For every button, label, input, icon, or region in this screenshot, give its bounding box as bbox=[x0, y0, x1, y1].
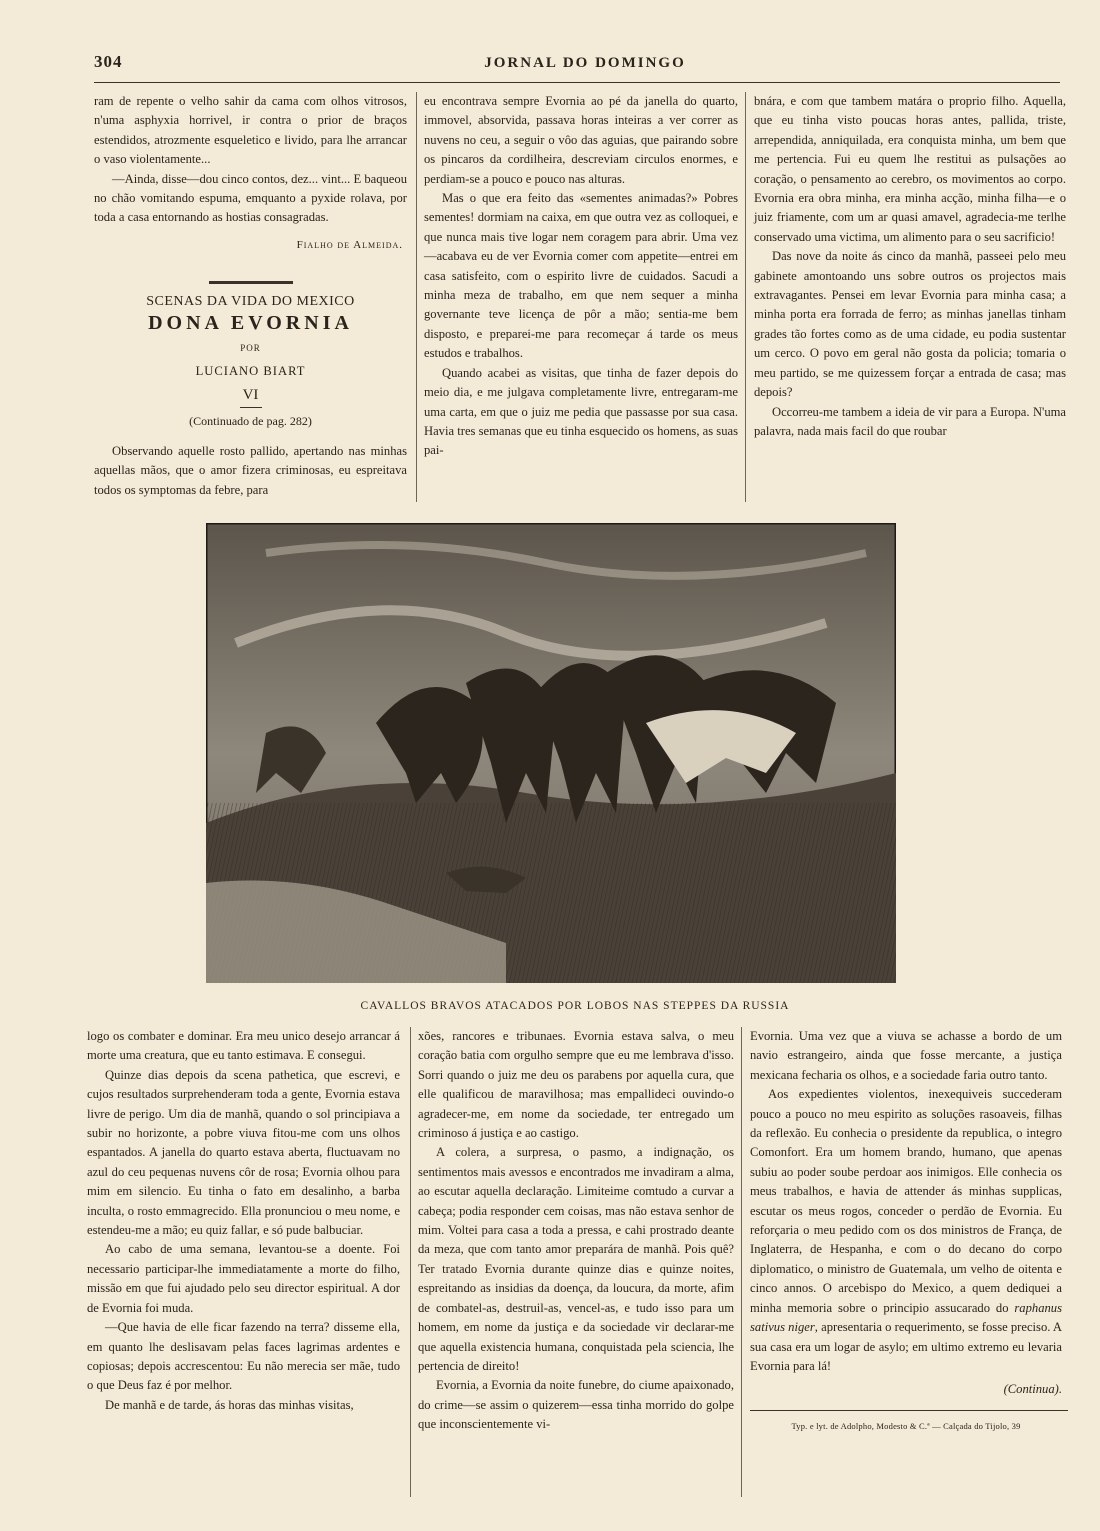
bottom-column-1 bbox=[87, 1027, 400, 1415]
paragraph: Observando aquelle rosto pallido, apertando nas minhas aquellas mãos, que o amor fizera criminosas, eu espreitava todos os symptomas da febre, para bbox=[94, 443, 407, 497]
page-number: 304 bbox=[94, 52, 123, 71]
illustration-caption: CAVALLOS BRAVOS ATACADOS POR LOBOS NAS STEPPES DA RUSSIA bbox=[360, 1000, 790, 1012]
column-rule bbox=[741, 1027, 742, 1497]
engraving-wild-horses bbox=[206, 523, 896, 983]
species-name: raphanus sativus niger bbox=[750, 1300, 1062, 1335]
top-column-3 bbox=[754, 92, 1066, 441]
bottom-column-3 bbox=[750, 1027, 1062, 1436]
paragraph: Ao cabo de uma semana, levantou-se a doente. Foi necessario participar-lhe immediatamente a morte do filho, missão em que fui ajudado pelo seu director espiritual. A dor de Evornia foi muda. bbox=[87, 1242, 400, 1315]
printer-imprint: Typ. e lyt. de Adolpho, Modesto & C.ª — Calçada do Tijolo, 39 bbox=[791, 1420, 1021, 1431]
paragraph: bnára, e com que tambem matára o proprio filho. Aquella, que eu tinha visto poucas horas antes, pallida, triste, arrependida, anniquilada, era conquista minha, um bem que me pertencia. Fui eu quem lhe restitui as pulsações ao coração, o pensamento ao cerebro, os movimentos ao corpo. Evornia era obra minha, era minha acção, minha filha—e o juiz friamente, com um ar quasi amavel, agradecia-me terlhe conservado uma victima, um alimento para o seu sacrificio! bbox=[754, 94, 1066, 244]
header-rule bbox=[94, 82, 1060, 83]
paragraph: De manhã e de tarde, ás horas das minhas visitas, bbox=[105, 1397, 354, 1412]
paragraph-text: Aos expedientes violentos, inexequiveis succederam pouco a pouco no meu espirito as soluções rasoaveis, filhas da reflexão. Eu conhecia o presidente da republica, o integro Comonfort. Era um homem brando, humano, que apenas subiu ao poder soube perdoar aos inimigos. Elle conhecia os meus trabalhos, e havia de attender ás minhas supplicas, escutar os meus rogos, conceder o perdão de Evornia. Eu reforçaria o meu pedido com os dos ministros de França, de Inglaterra, de Hespanha, e com o do decano do corpo diplomatico, o ministro de Guatemala, um velho de oitenta e cinco annos. O arcebispo do Mexico, a quem dediquei a minha memoria sobre o principio assucarado do bbox=[750, 1087, 1062, 1315]
section-divider bbox=[209, 281, 293, 284]
paragraph: Occorreu-me tambem a ideia de vir para a Europa. N'uma palavra, nada mais facil do que roubar bbox=[754, 404, 1066, 438]
column-rule bbox=[745, 92, 746, 502]
paragraph: Evornia, a Evornia da noite funebre, do ciume apaixonado, do crime—se assim o quizerem—essa tinha morrido do golpe que inconscientemente vi- bbox=[418, 1378, 734, 1432]
paragraph: logo os combater e dominar. Era meu unico desejo arrancar á morte uma creatura, que eu tanto estimava. E consegui. bbox=[87, 1029, 400, 1063]
paragraph-text: , apresentaria o requerimento, se fosse preciso. A sua casa era um logar de asylo; em ultimo extremo eu levaria Evornia para lá! bbox=[750, 1320, 1062, 1373]
byline-prefix: POR bbox=[240, 343, 261, 354]
continued-note: (Continuado de pag. 282) bbox=[189, 414, 312, 429]
paragraph bbox=[750, 1085, 1062, 1376]
column-rule bbox=[416, 92, 417, 502]
story-title: DONA EVORNIA bbox=[148, 311, 353, 334]
paragraph: xões, rancores e tribunaes. Evornia estava salva, o meu coração batia com orgulho sempre que eu me lembrava d'isso. Sorri quando o juiz me deu os parabens por aquella cura, que elle qualificou de maravilhosa; mas empallideci ouvindo-o agradecer-me, em nome da sociedade, ter entregado um criminoso á justiça e ao castigo. bbox=[418, 1029, 734, 1141]
to-be-continued: (Continua). bbox=[1003, 1382, 1062, 1397]
series-title: SCENAS DA VIDA DO MEXICO bbox=[146, 294, 355, 310]
paragraph: —Ainda, disse—dou cinco contos, dez... vint... E baqueou no chão vomitando espuma, emquanto a pyxide rolava, por toda a casa entornando as hostias consagradas. bbox=[94, 171, 407, 225]
chapter-number: VI bbox=[242, 386, 259, 403]
top-column-2 bbox=[424, 92, 738, 461]
paragraph: Mas o que era feito das «sementes animadas?» Pobres sementes! dormiam na caixa, em que outra vez as colloquei, e que nunca mais tive logar nem coragem para abrir. Uma vez—acabava eu de ver Evornia comer com appetite—entrei em casa satisfeito, com o espirito livre de cuidados. Sacudi a minha meza de trabalho, em que nem sequer a minha governante teve licença de pôr a mão; sentia-me bem disposto, e preparei-me para recomeçar á tarde os meus estudos e trabalhos. bbox=[424, 191, 738, 361]
signature: Fialho de Almeida. bbox=[296, 238, 403, 251]
chapter-rule bbox=[240, 407, 262, 408]
author-name: LUCIANO BIART bbox=[195, 364, 306, 379]
paragraph: Evornia. Uma vez que a viuva se achasse a bordo de um navio estrangeiro, ainda que fosse mercante, a justiça mexicana fecharia os olhos, e a sociedade faria outro tanto. bbox=[750, 1029, 1062, 1082]
top-column-1 bbox=[94, 92, 407, 500]
footer-rule bbox=[750, 1410, 1068, 1411]
column-rule bbox=[410, 1027, 411, 1497]
paragraph: —Que havia de elle ficar fazendo na terra? disseme ella, em quanto lhe deslisavam pelas faces lagrimas ardentes e copiosas; depois accrescentou: Eu não merecia ser mãe, tudo o que Deus faz é por melhor. bbox=[87, 1320, 400, 1393]
paragraph: eu encontrava sempre Evornia ao pé da janella do quarto, immovel, absorvida, passava horas inteiras a ver correr as nuvens no ceu, a seguir o vôo das aguias, que pairando sobre os pincaros da cordilheira, descreviam circulos enormes, e perdiam-se a pouco e pouco nas alturas. bbox=[424, 94, 738, 186]
bottom-column-2 bbox=[418, 1027, 734, 1435]
paragraph: ram de repente o velho sahir da cama com olhos vitrosos, n'uma asphyxia horrivel, ir contra o prior de braços estendidos, atrozmente esqueletico e livido, para lhe arrancar o vaso violentamente... bbox=[94, 94, 407, 167]
paragraph: A colera, a surpresa, o pasmo, a indignação, os sentimentos mais avessos e encontrados me invadiram a alma, ao escutar aquella declaração. Limiteime comtudo a curvar a cabeça; podia responder cem coisas, mas não estava senhor de mim. Voltei para casa a toda a pressa, e cahi prostrado deante da meza, que com tanto amor preparára de manhã. Pois quê? Ter tratado Evornia durante quinze dias e quinze noites, espreitando as insidias da doença, da loucura, da morte, afim de combatel-as, destruil-as, vencel-as, e tudo isso para um homem, em nome da justiça e da sociedade vir declarar-me que aquella existencia humana, conquistada pela sciencia, lhe pertencia de direito! bbox=[418, 1145, 734, 1373]
paragraph: Das nove da noite ás cinco da manhã, passeei pelo meu gabinete amontoando uns sobre outros os projectos mais extravagantes. Pensei em levar Evornia para minha casa; a minha porta era forrada de ferro; as minhas janellas tinham grades tão fortes como as de uma cidade, eu podia sustentar um cerco. O povo em geral não gosta da policia; tomaria o meu partido, se me quizessem forçar a entrada de casa; mas depois? bbox=[754, 249, 1066, 400]
journal-title: JORNAL DO DOMINGO bbox=[484, 55, 686, 71]
paragraph: Quinze dias depois da scena pathetica, que escrevi, e cujos resultados surprehenderam toda a gente, Evornia estava livre de perigo. Um dia de manhã, quando o sol principiava a subir no horizonte, a pobre viuva fitou-me com uns olhos espantados. A janella do quarto estava aberta, fluctuavam no azul do ceu pequenas nuvens côr de rosa; Evornia olhou para mim em silencio. Eu tinha o fato em desalinho, a barba inculta, o rosto emmagrecido. Ella pronunciou o meu nome, e estendeu-me a mão; eu quiz fallar, e só pude balbuciar. bbox=[87, 1067, 400, 1238]
paragraph: Quando acabei as visitas, que tinha de fazer depois do meio dia, e me julgava completamente livre, entregaram-me uma carta, em que o juiz me pedia que passasse por sua casa. Havia tres semanas que eu tinha esquecido os homens, as suas pai- bbox=[424, 365, 738, 458]
